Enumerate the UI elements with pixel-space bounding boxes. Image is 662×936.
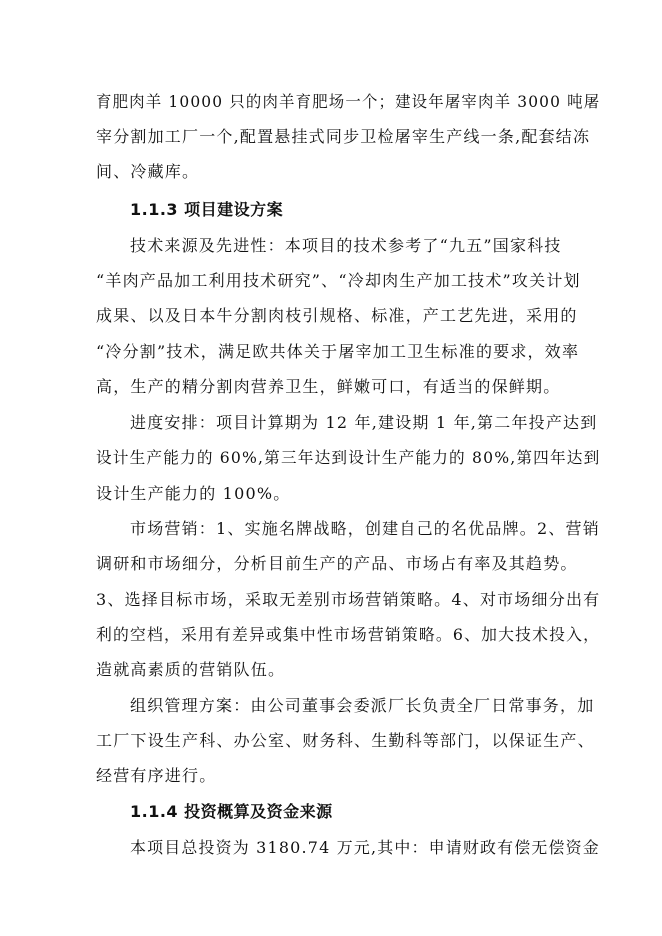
section-heading-1-1-4: 1.1.4 投资概算及资金来源 [130,802,333,821]
paragraph-line: 设计生产能力的 60%,第三年达到设计生产能力的 80%,第四年达到 [96,448,601,467]
paragraph-line: 成果、以及日本牛分割肉枝引规格、标准，产工艺先进，采用的 [96,306,578,325]
paragraph-line: 造就高素质的营销队伍。 [96,660,286,679]
paragraph-line: 技术来源及先进性：本项目的技术参考了“九五”国家科技 [130,236,562,255]
section-heading-1-1-3: 1.1.3 项目建设方案 [130,200,284,219]
paragraph-line: 进度安排：项目计算期为 12 年,建设期 1 年,第二年投产达到 [130,413,598,432]
paragraph-line: 设计生产能力的 100%。 [96,484,291,503]
paragraph-line: 育肥肉羊 10000 只的肉羊育肥场一个；建设年屠宰肉羊 3000 吨屠 [96,92,601,111]
paragraph-line: 间、冷藏库。 [96,162,200,181]
paragraph-line: “羊肉产品加工利用技术研究”、“冷却肉生产加工技术”攻关计划 [96,271,581,290]
paragraph-line: 市场营销：1、实施名牌战略，创建自己的名优品牌。2、营销 [130,519,600,538]
paragraph-line: 调研和市场细分，分析目前生产的产品、市场占有率及其趋势。 [96,554,578,573]
paragraph-line: 经营有序进行。 [96,766,217,785]
paragraph-line: 组织管理方案：由公司董事会委派厂长负责全厂日常事务，加 [130,696,595,715]
paragraph-line: 高，生产的精分割肉营养卫生，鲜嫩可口，有适当的保鲜期。 [96,377,561,396]
paragraph-line: 本项目总投资为 3180.74 万元,其中：申请财政有偿无偿资金 [130,838,600,857]
paragraph-line: 宰分割加工厂一个,配置悬挂式同步卫检屠宰生产线一条,配套结冻 [96,127,591,146]
paragraph-line: 利的空档，采用有差异或集中性市场营销策略。6、加大技术投入， [96,625,601,644]
paragraph-line: 3、选择目标市场，采取无差别市场营销策略。4、对市场细分出有 [96,590,601,609]
paragraph-line: 工厂下设生产科、办公室、财务科、生勤科等部门，以保证生产、 [96,731,595,750]
paragraph-line: “冷分割”技术，满足欧共体关于屠宰加工卫生标准的要求，效率 [96,342,580,361]
